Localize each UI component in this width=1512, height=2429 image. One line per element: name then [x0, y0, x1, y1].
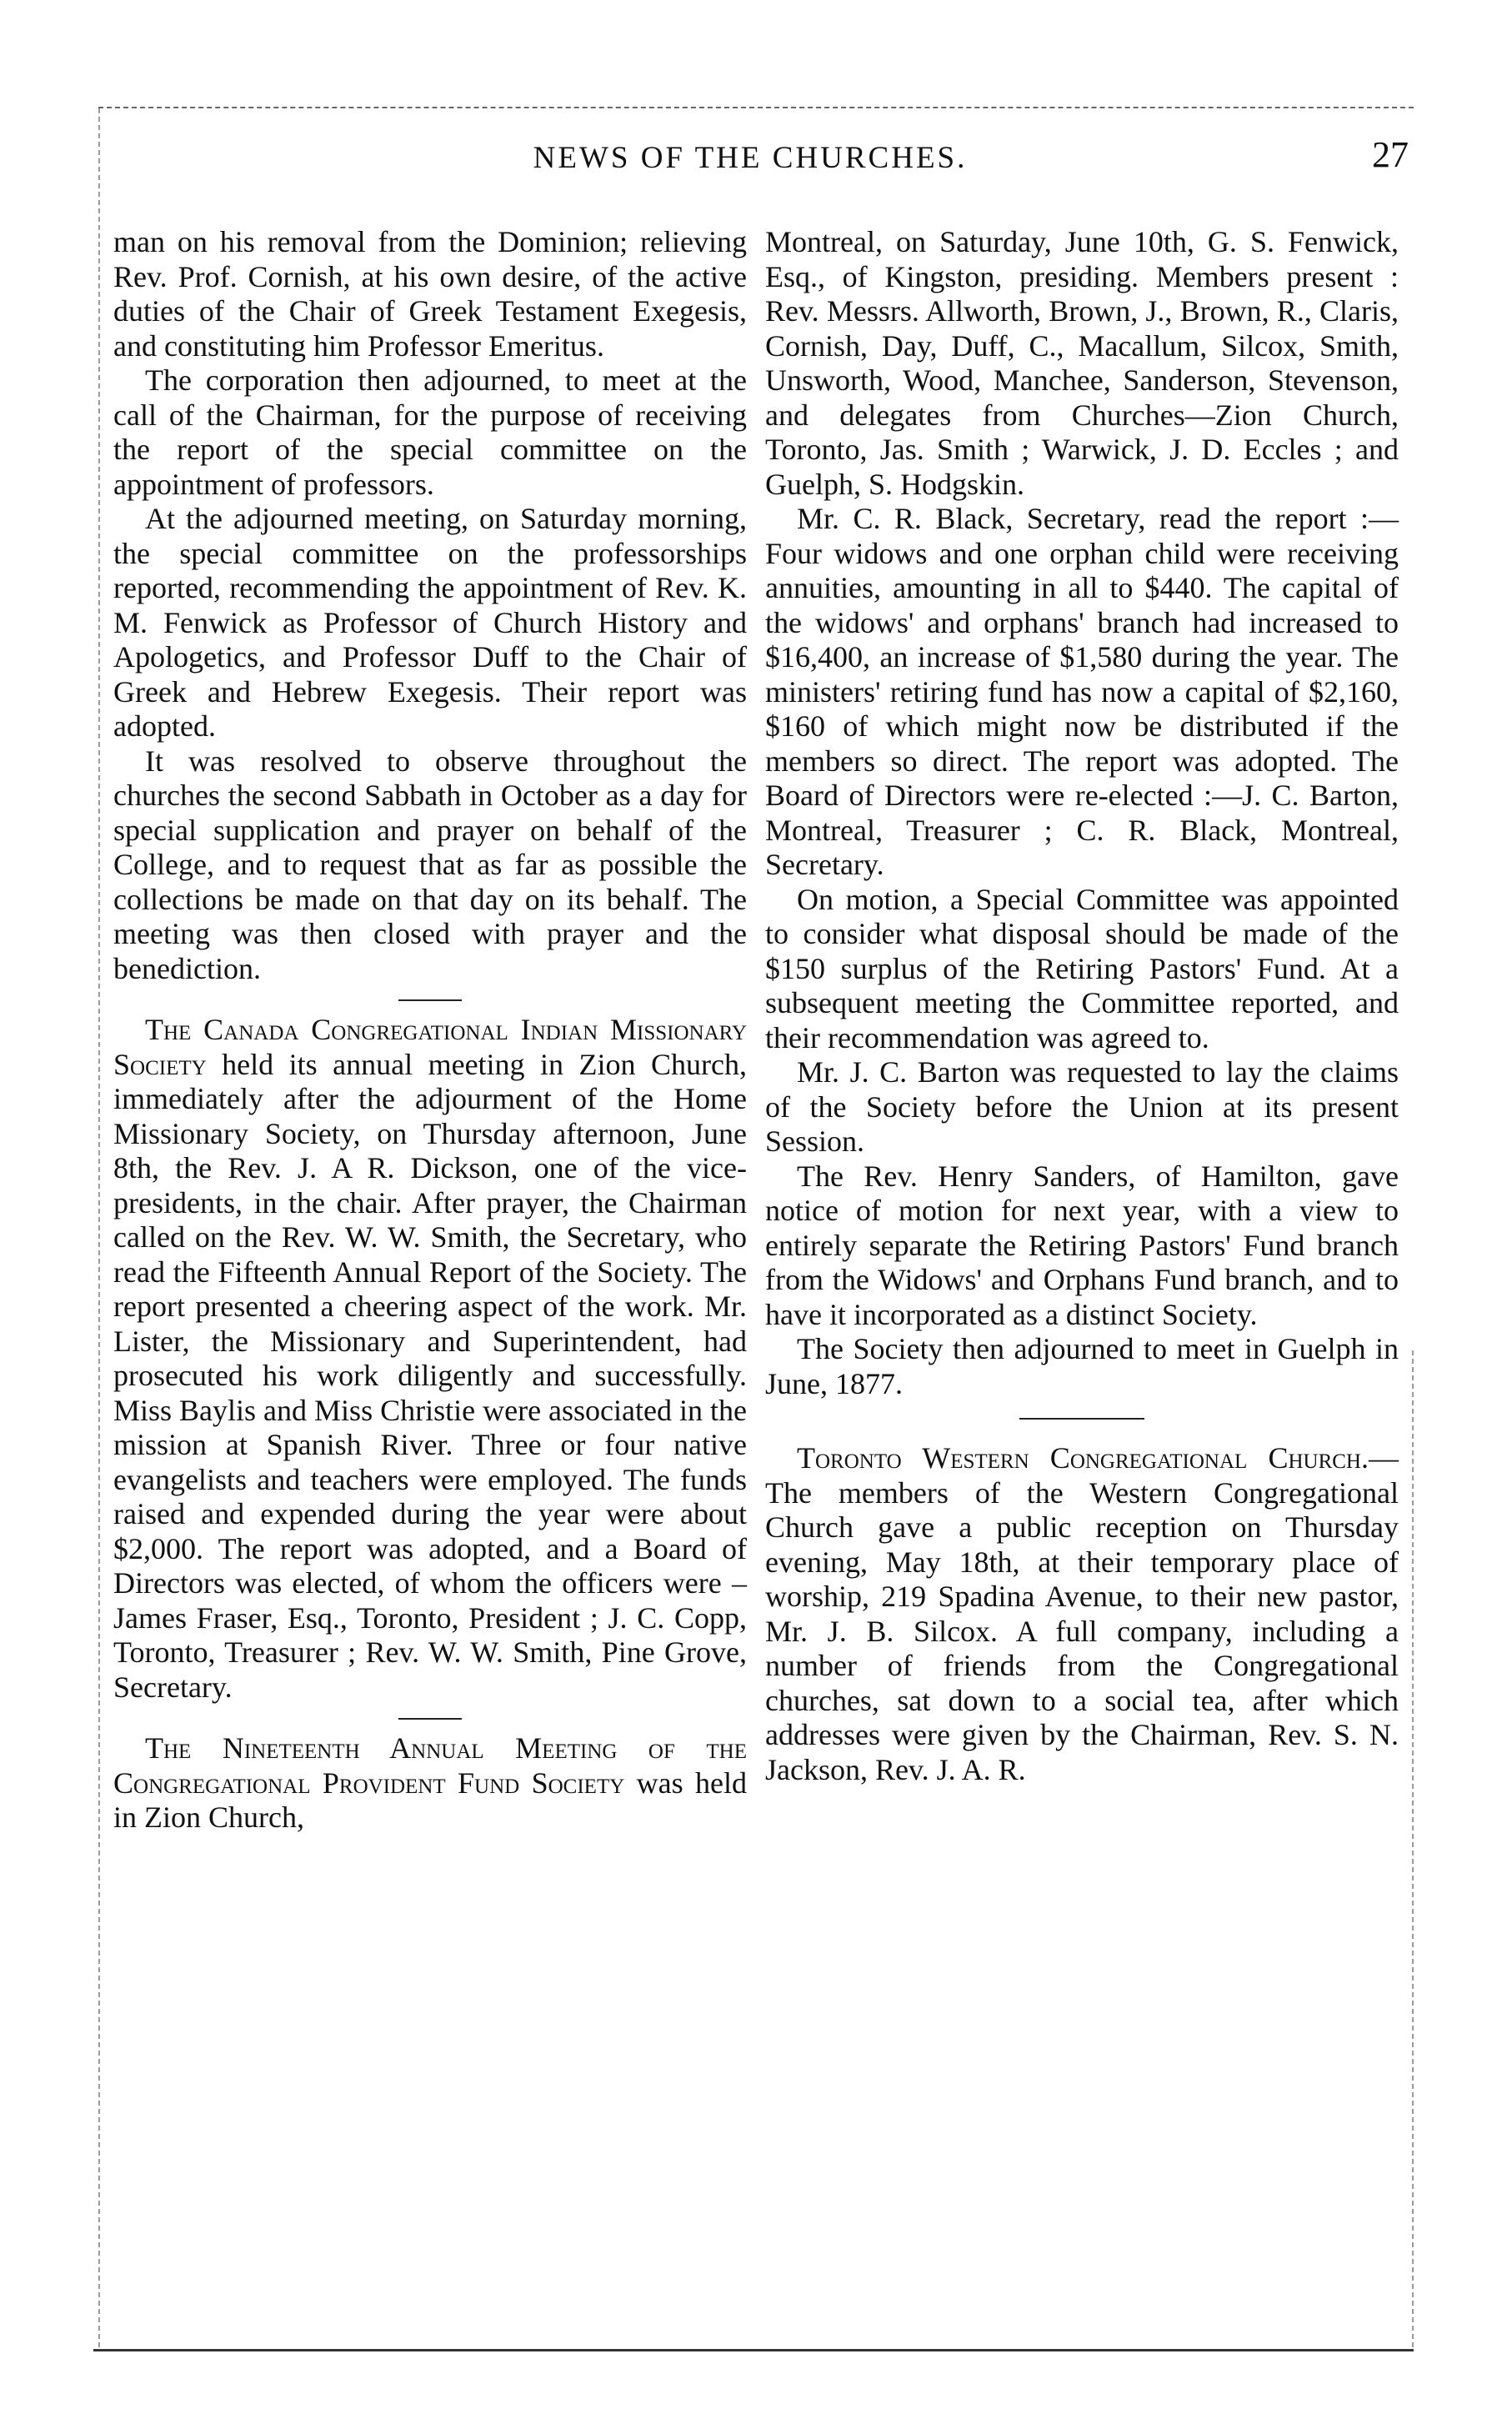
- bottom-rule: [93, 2349, 1414, 2351]
- page-number: 27: [1372, 134, 1409, 175]
- paragraph: man on his removal from the Dominion; relieving Rev. Prof. Cornish, at his own desire, of the active duties of the Chair of Greek Testament Exegesis, and constituting him Professor Emeritus.: [113, 225, 747, 363]
- section-heading: The Canada Congregational Indian Missionary Society: [113, 1013, 747, 1081]
- right-column: [765, 225, 1399, 1787]
- paragraph-text: held its annual meeting in Zion Church, immediately after the adjourment of the Home Missionary Society, on Thursday afternoon, June 8th, the Rev. J. A R. Dickson, one of the vice-presidents, in the chair. After prayer, the Chairman called on the Rev. W. W. Smith, the Secretary, who read the Fifteenth Annual Report of the Society. The report presented a cheering aspect of the work. Mr. Lister, the Missionary and Superintendent, had prosecuted his work diligently and successfully. Miss Baylis and Miss Christie were associated in the mission at Spanish River. Three or four native evangelists and teachers were employed. The funds raised and expended during the year were about $2,000. The report was adopted, and a Board of Directors was elected, of whom the officers were –James Fraser, Esq., Toronto, President ; J. C. Copp, Toronto, Treasurer ; Rev. W. W. Smith, Pine Grove, Secretary.: [113, 1047, 747, 1704]
- section-separator: [398, 999, 462, 1001]
- running-head: NEWS OF THE CHURCHES.: [533, 141, 968, 175]
- paragraph: On motion, a Special Committee was appointed to consider what disposal should be made of the $150 surplus of the Retiring Pastors' Fund. At a subsequent meeting the Committee reported, and their recommendation was agreed to.: [765, 882, 1399, 1054]
- paragraph: At the adjourned meeting, on Saturday morning, the special committee on the professorships reported, recommending the appointment of Rev. K. M. Fenwick as Professor of Church History and Apologetics, and Professor Duff to the Chair of Greek and Hebrew Exegesis. Their report was adopted.: [113, 502, 747, 743]
- paragraph: Montreal, on Saturday, June 10th, G. S. Fenwick, Esq., of Kingston, presiding. Members present : Rev. Messrs. Allworth, Brown, J., Brown, R., Claris, Cornish, Day, Duff, C., Macallum, Silcox, Smith, Unsworth, Wood, Manchee, Sanderson, Stevenson, and delegates from Churches—Zion Church, Toronto, Jas. Smith ; Warwick, J. D. Eccles ; and Guelph, S. Hodgskin.: [765, 225, 1399, 501]
- paragraph: Mr. C. R. Black, Secretary, read the report :—Four widows and one orphan child were receiving annuities, amounting in all to $440. The capital of the widows' and orphans' branch had increased to $16,400, an increase of $1,580 during the year. The ministers' retiring fund has now a capital of $2,160, $160 of which might now be distributed if the members so direct. The report was adopted. The Board of Directors were re-elected :—J. C. Barton, Montreal, Treasurer ; C. R. Black, Montreal, Secretary.: [765, 502, 1399, 881]
- paragraph-text: —The members of the Western Congregational Church gave a public reception on Thursday evening, May 18th, at their temporary place of worship, 219 Spadina Avenue, to their new pastor, Mr. J. B. Silcox. A full company, including a number of friends from the Congregational churches, sat down to a social tea, after which addresses were given by the Chairman, Rev. S. N. Jackson, Rev. J. A. R.: [765, 1441, 1399, 1786]
- paragraph: Mr. J. C. Barton was requested to lay the claims of the Society before the Union at its present Session.: [765, 1055, 1399, 1158]
- paragraph: [113, 1731, 747, 1836]
- section-heading: The Nineteenth Annual Meeting of the Congregational Provident Fund Society: [113, 1731, 747, 1800]
- paragraph: [113, 1013, 747, 1705]
- left-column: [113, 225, 747, 1836]
- section-separator: [398, 1718, 462, 1720]
- paragraph: The corporation then adjourned, to meet at the call of the Chairman, for the purpose of receiving the report of the special committee on the appointment of professors.: [113, 363, 747, 501]
- section-separator: [1019, 1418, 1144, 1420]
- paragraph-text: was held in Zion Church,: [113, 1765, 748, 1834]
- paragraph: It was resolved to observe throughout the churches the second Sabbath in October as a day for special supplication and prayer on behalf of the College, and to request that as far as possible the collections be made on that day on its behalf. The meeting was then closed with prayer and the benediction.: [113, 744, 747, 985]
- right-page-edge: [1412, 1350, 1414, 2347]
- paragraph: The Rev. Henry Sanders, of Hamilton, gave notice of motion for next year, with a view to entirely separate the Retiring Pastors' Fund branch from the Widows' and Orphans Fund branch, and to have it incorporated as a distinct Society.: [765, 1159, 1399, 1331]
- top-rule: [98, 107, 1414, 108]
- section-heading: Toronto Western Congregational Church.: [797, 1441, 1369, 1475]
- paragraph: [765, 1441, 1399, 1787]
- paragraph: The Society then adjourned to meet in Guelph in June, 1877.: [765, 1332, 1399, 1400]
- left-page-edge: [98, 108, 100, 2347]
